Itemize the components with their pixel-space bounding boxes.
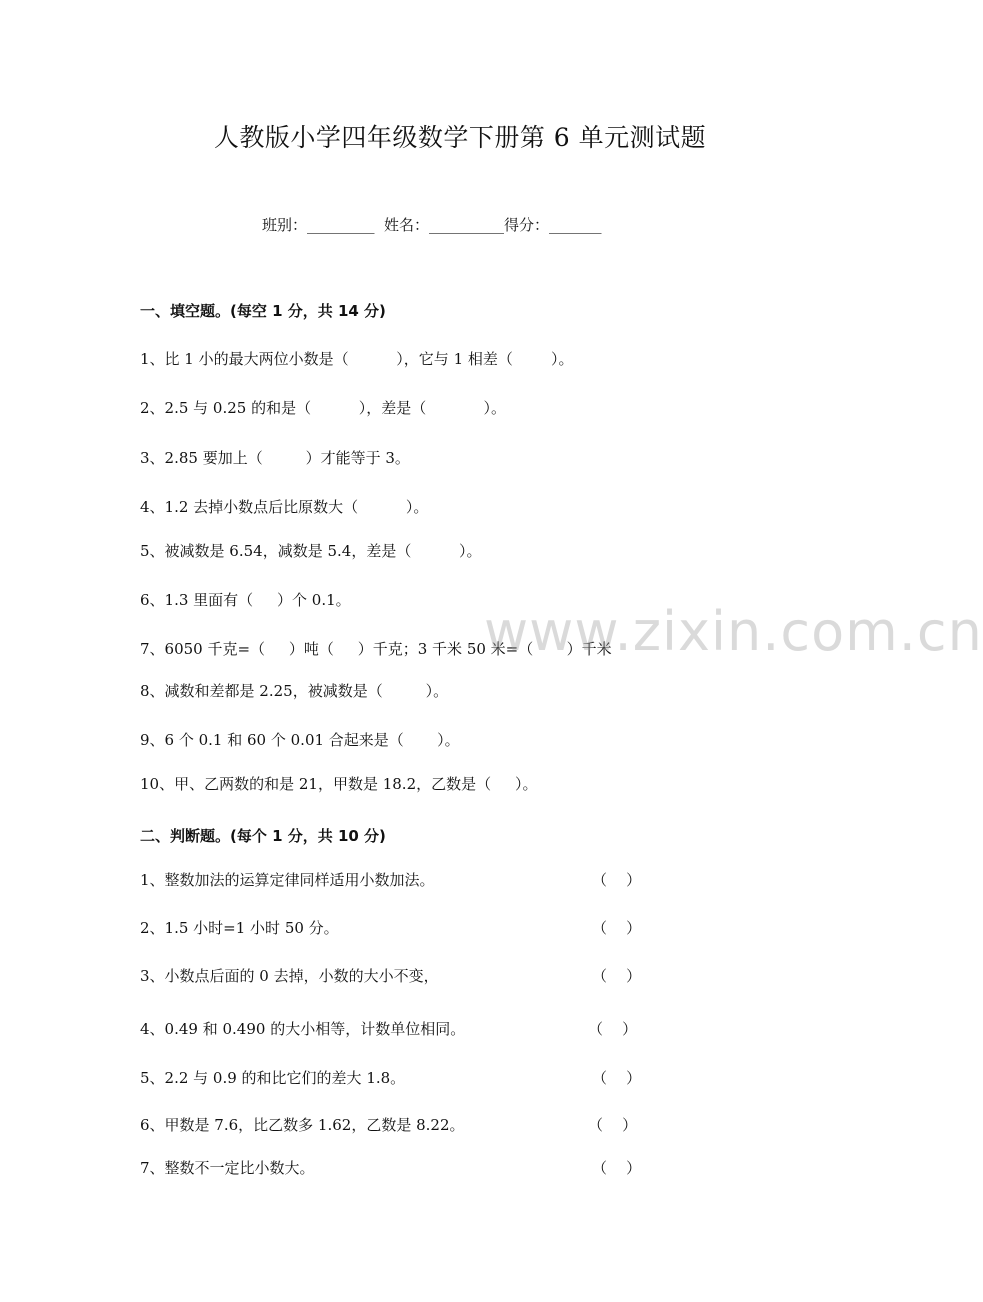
fill-question-8: 8、减数和差都是 2.25，被减数是（ ）。 [140, 682, 449, 700]
tf-question-4: 4、0.49 和 0.490 的大小相等，计数单位相同。 [140, 1020, 466, 1038]
section-true-false-heading: 二、判断题。(每个 1 分，共 10 分) [140, 827, 386, 845]
student-info-line: 班别：_________ 姓名：__________得分：_______ [262, 216, 602, 234]
fill-question-7: 7、6050 千克=（ ）吨（ ）千克；3 千米 50 米=（ ）千米 [140, 640, 612, 658]
page-title: 人教版小学四年级数学下册第 6 单元测试题 [213, 123, 707, 152]
tf-answer-paren-5[interactable]: （ ） [592, 1069, 642, 1087]
fill-question-6: 6、1.3 里面有（ ）个 0.1。 [140, 591, 351, 609]
tf-answer-paren-2[interactable]: （ ） [592, 919, 642, 937]
section-fill-in-heading: 一、填空题。(每空 1 分，共 14 分) [140, 302, 386, 320]
fill-question-3: 3、2.85 要加上（ ）才能等于 3。 [140, 449, 410, 467]
tf-question-6: 6、甲数是 7.6，比乙数多 1.62，乙数是 8.22。 [140, 1116, 465, 1134]
tf-answer-paren-4[interactable]: （ ） [588, 1020, 638, 1038]
tf-answer-paren-1[interactable]: （ ） [592, 871, 642, 889]
tf-question-5: 5、2.2 与 0.9 的和比它们的差大 1.8。 [140, 1069, 406, 1087]
fill-question-1: 1、比 1 小的最大两位小数是（ ），它与 1 相差（ ）。 [140, 350, 574, 368]
tf-question-3: 3、小数点后面的 0 去掉，小数的大小不变， [140, 967, 439, 985]
fill-question-5: 5、被减数是 6.54，减数是 5.4，差是（ ）。 [140, 542, 482, 560]
tf-answer-paren-7[interactable]: （ ） [592, 1159, 642, 1177]
tf-answer-paren-3[interactable]: （ ） [592, 967, 642, 985]
fill-question-9: 9、6 个 0.1 和 60 个 0.01 合起来是（ ）。 [140, 731, 460, 749]
tf-question-2: 2、1.5 小时=1 小时 50 分。 [140, 919, 339, 937]
fill-question-10: 10、甲、乙两数的和是 21，甲数是 18.2，乙数是（ ）。 [140, 775, 538, 793]
tf-question-1: 1、整数加法的运算定律同样适用小数加法。 [140, 871, 435, 889]
tf-question-7: 7、整数不一定比小数大。 [140, 1159, 315, 1177]
site-watermark: www.zixin.com.cn [484, 600, 983, 663]
fill-question-4: 4、1.2 去掉小数点后比原数大（ ）。 [140, 498, 429, 516]
tf-answer-paren-6[interactable]: （ ） [588, 1116, 638, 1134]
fill-question-2: 2、2.5 与 0.25 的和是（ ），差是（ ）。 [140, 399, 506, 417]
